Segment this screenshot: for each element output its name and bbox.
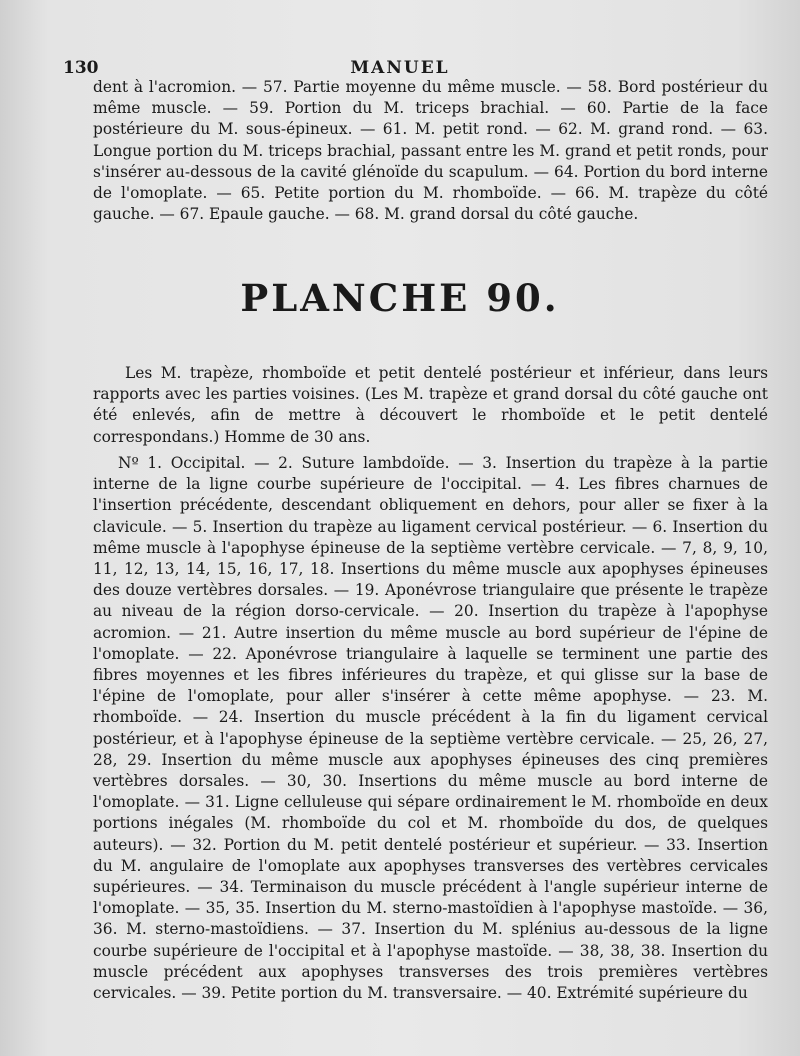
continuation-paragraph: dent à l'acromion. — 57. Partie moyenne du même muscle. — 58. Bord postérieur du même muscle. — 59. Portion du M. triceps brachial. — 60. Partie de la face postérieure du M. sous-épineux. — 61. M. petit rond. — 62. M. grand rond. — 63. Longue portion du M. triceps brachial, passant entre les M. grand et petit ronds, pour s'insérer au-dessous de la cavité glénoïde du scapulum. — 64. Portion du bord interne de l'omoplate. — 65. Petite portion du M. rhomboïde. — 66. M. trapèze du côté gauche. — 67. Epaule gauche. — 68. M. grand dorsal du côté gauche. — [93, 78, 768, 224]
plate-legend: Nº 1. Occipital. — 2. Suture lambdoïde. — 3. Insertion du trapèze à la partie interne de la ligne courbe supérieure de l'occipital. — 4. Les fibres charnues de l'insertion précédente, descendant obliquement en dehors, pour aller se fixer à la clavicule. — 5. Insertion du trapèze au ligament cervical postérieur. — 6. Insertion du même muscle à l'apophyse épineuse de la septième vertèbre cervicale. — 7, 8, 9, 10, 11, 12, 13, 14, 15, 16, 17, 18. Insertions du même muscle aux apophyses épineuses des douze vertèbres dorsales. — 19. Aponévrose triangulaire que présente le trapèze au niveau de la région dorso-cervicale. — 20. Insertion du trapèze à l'apophyse acromion. — 21. Autre insertion du même muscle au bord supérieur de l'épine de l'omoplate. — 22. Aponévrose triangulaire à laquelle se terminent une partie des fibres moyennes et les fibres inférieures du trapèze, et qui glisse sur la base de l'épine de l'omoplate, pour aller s'insérer à cette même apophyse. — 23. M. rhomboïde. — 24. Insertion du muscle précédent à la fin du ligament cervical postérieur, et à l'apophyse épineuse de la septième vertèbre cervicale. — 25, 26, 27, 28, 29. Insertion du même muscle aux apophyses épineuses des cinq premières vertèbres dorsales. — 30, 30. Insertions du même muscle au bord interne de l'omoplate. — 31. Ligne celluleuse qui sépare ordinairement le M. rhomboïde en deux portions inégales (M. rhomboïde du col et M. rhomboïde du dos, de quelques auteurs). — 32. Portion du M. petit dentelé postérieur et supérieur. — 33. Insertion du M. angulaire de l'omoplate aux apophyses transverses des vertèbres cervicales supérieures. — 34. Terminaison du muscle précédent à l'angle supérieur interne de l'omoplate. — 35, 35. Insertion du M. sterno-mastoïdien à l'apophyse mastoïde. — 36, 36. M. sterno-mastoïdiens. — 37. Insertion du M. splénius au-dessous de la ligne courbe supérieure de l'occipital et à l'apophyse mastoïde. — 38, 38, 38. Insertion du muscle précédent aux apophyses transverses des trois premières vertèbres cervicales. — 39. Petite portion du M. transversaire. — 40. Extrémité supérieure du — [93, 454, 768, 1003]
page-number: 130 — [63, 58, 99, 78]
plate-caption: Les M. trapèze, rhomboïde et petit dentelé postérieur et inférieur, dans leurs rapports avec les parties voisines. (Les M. trapèze et grand dorsal du côté gauche ont été enlevés, afin de mettre à découvert le rhomboïde et le petit dentelé correspondans.) Homme de 30 ans. — [93, 364, 768, 446]
running-title: MANUEL — [350, 58, 450, 78]
plate-title: PLANCHE 90. — [240, 276, 560, 320]
